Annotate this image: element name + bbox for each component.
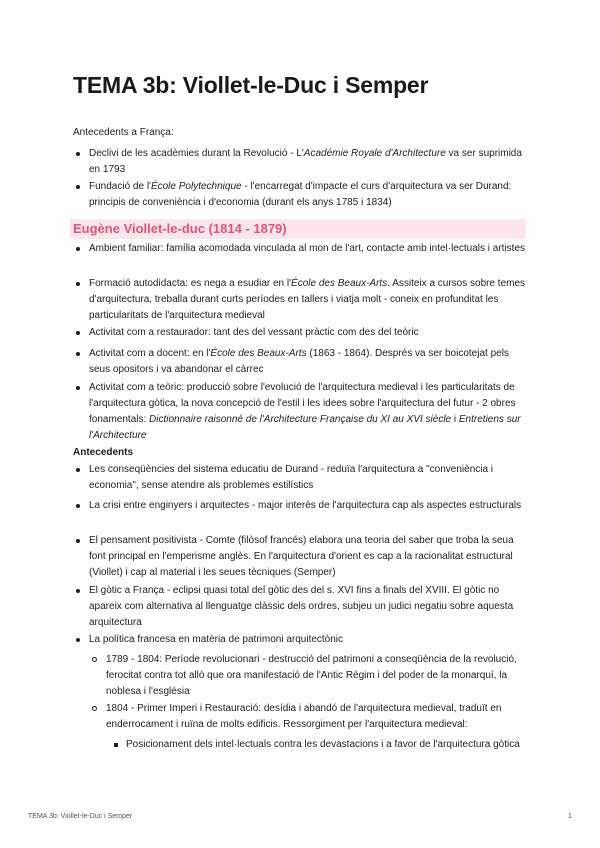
list-item: La crisi entre enginyers i arquitectes - major interès de l'arquitectura cap als aspectes estructurals (89, 498, 529, 514)
list-item: La política francesa en matèria de patrimoni arquitectònic (89, 632, 529, 648)
bullet-icon (76, 386, 80, 390)
list-item: Les conseqüències del sistema educatiu de Durand - reduïa l'arquitectura a "conveniència i economia", sense atendre als problemes estilístics (89, 462, 529, 494)
antecedents-heading: Antecedents (73, 447, 134, 458)
bullet-icon (76, 152, 80, 156)
list-item: Fundació de l'École Polytechnique - l'encarregat d'impacte el curs d'arquitectura va ser Durand: principis de conveniència i d'economia (durant els anys 1785 i 1834) (89, 179, 529, 211)
intro-label: Antecedents a França: (73, 127, 174, 138)
circle-bullet-icon (92, 657, 97, 662)
list-item: Activitat com a teòric: producció sobre l'evolució de l'arquitectura medieval i les particularitats de l'arquitectura gòtica, la nova concepció de l'estil i les idees sobre l'arquitectura del futur - 2 obres fonamentals: Dictionnaire raisonné de l'Architecture Française du XI au XVI siècle i Entretiens sur l'Architecture (89, 380, 529, 444)
bullet-icon (76, 247, 80, 251)
bullet-icon (76, 282, 80, 286)
page-footer: TEMA 3b: Viollet-le-Duc i Semper (28, 813, 133, 820)
list-item: Activitat com a restaurador: tant des del vessant pràctic com des del teòric (89, 325, 529, 341)
sub-sub-list-item: Posicionament dels intel·lectuals contra les devastacions i a favor de l'arquitectura gòtica (126, 737, 526, 753)
page-title: TEMA 3b: Viollet-le-Duc i Semper (73, 72, 429, 98)
list-item: El gòtic a França - eclipsi quasi total del gòtic des del s. XVI fins a finals del XVIII. El gòtic no apareix com alternativa al llenguatge clàssic dels ordres, subjeu un judici negatiu sobre aquesta arquitectura (89, 583, 529, 631)
bullet-icon (76, 185, 80, 189)
bullet-icon (76, 638, 80, 642)
bullet-icon (76, 589, 80, 593)
list-item: El pensament positivista - Comte (filòsof francés) elabora una teoria del saber que troba la seua font principal en l'emperisme anglès. En l'arquitectura d'orient es cap a la racionalitat estructural (Viollet) i cap al material i les seues tècniques (Semper) (89, 533, 529, 581)
list-item: Formació autodidacta: es nega a esudiar en l'École des Beaux-Arts. Assiteix a cursos sobre temes d'arquitectura, treballa durant curts períodes en tallers i viatja molt - coneix en profunditat les particularitats de l'arquitectura medieval (89, 276, 529, 324)
circle-bullet-icon (92, 706, 97, 711)
sub-list-item: 1789 - 1804: Període revolucionari - destrucció del patrimoni a conseqüència de la revolució, ferocitat contra tot allò que ora manifestació de l'Antic Règim i del poder de la monarquí, la noblesa i l'església (106, 652, 528, 700)
bullet-icon (76, 331, 80, 335)
bullet-icon (76, 504, 80, 508)
bullet-icon (76, 352, 80, 356)
bullet-icon (76, 539, 80, 543)
list-item: Ambient familiar: família acomodada vinculada al mon de l'art, contacte amb intel·lectuals i artistes (89, 241, 529, 257)
list-item: Activitat com a docent: en l'École des Beaux-Arts (1863 - 1864). Després va ser boicotejat pels seus opositors i va abandonar el càrrec (89, 346, 529, 378)
sub-list-item: 1804 - Primer Imperi i Restauració: desídia i abandó de l'arquitectura medieval, traduït en enderrocament i ruïna de molts edificis. Ressorgiment per l'arquitectura medieval: (106, 701, 528, 733)
square-bullet-icon (114, 743, 118, 747)
section-heading: Eugène Viollet-le-duc (1814 - 1879) (70, 219, 526, 239)
bullet-icon (76, 468, 80, 472)
page-number: 1 (568, 813, 572, 820)
list-item: Declivi de les acadèmies durant la Revolució - L'Académie Royale d'Architecture va ser suprimida en 1793 (89, 146, 529, 178)
